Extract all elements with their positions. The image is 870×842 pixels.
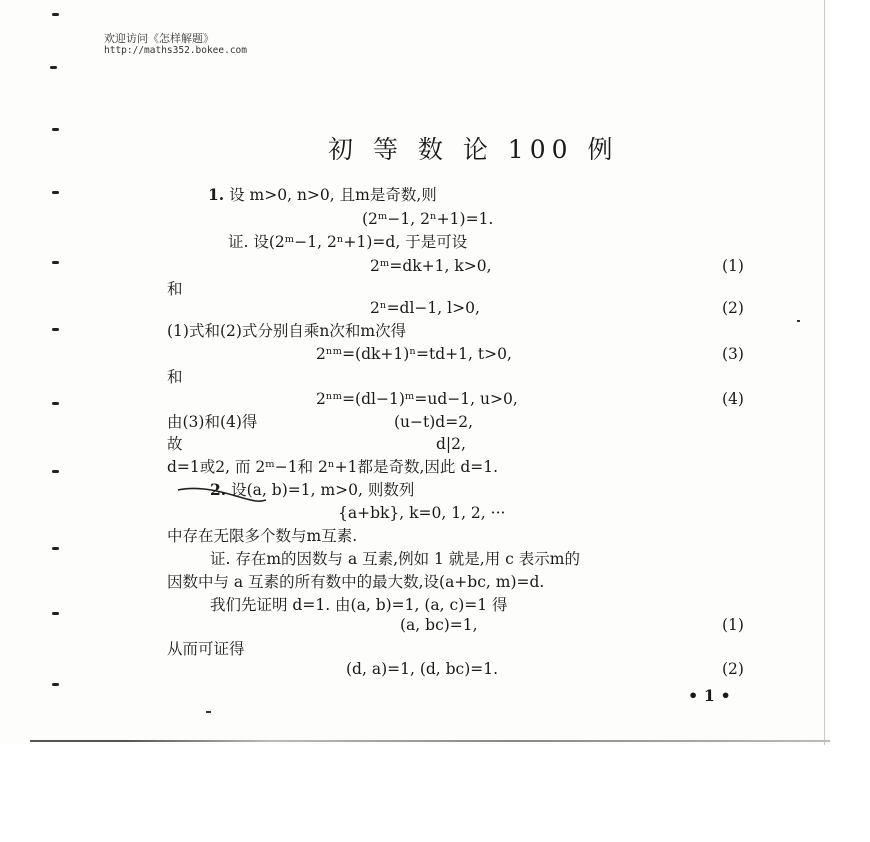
problem-number: 2.: [210, 480, 227, 499]
binding-mark: [52, 402, 59, 405]
binding-mark: [52, 470, 59, 473]
equation: (2ᵐ−1, 2ⁿ+1)=1.: [362, 210, 494, 228]
text-line: 和: [167, 368, 183, 386]
equation: (u−t)d=2,: [394, 413, 473, 431]
proof-line: 我们先证明 d=1. 由(a, b)=1, (a, c)=1 得: [210, 596, 508, 614]
equation-number: (2): [722, 299, 744, 317]
text-line: d=1或2, 而 2ᵐ−1和 2ⁿ+1都是奇数,因此 d=1.: [167, 458, 499, 476]
site-header: [104, 33, 247, 57]
equation-number: (3): [722, 345, 744, 363]
equation-number: (2): [722, 660, 744, 678]
equation: d|2,: [436, 435, 466, 453]
site-url: http://maths352.bokee.com: [104, 45, 247, 56]
binding-mark: [52, 191, 59, 194]
problem-2-statement: [210, 481, 414, 499]
equation: 2ⁿ=dl−1, l>0,: [370, 299, 480, 317]
page-title: 初 等 数 论 100 例: [328, 135, 619, 164]
binding-mark: [52, 13, 59, 16]
equation-number: (1): [722, 616, 744, 634]
proof-line: 证. 存在m的因数与 a 互素,例如 1 就是,用 c 表示m的: [210, 550, 580, 568]
proof-line: 因数中与 a 互素的所有数中的最大数,设(a+bc, m)=d.: [167, 573, 545, 591]
text-line: 和: [167, 280, 183, 298]
equation: (d, a)=1, (d, bc)=1.: [346, 660, 499, 678]
equation: 2ᵐ=dk+1, k>0,: [370, 257, 492, 275]
problem-number: 1.: [208, 185, 225, 204]
equation: (a, bc)=1,: [400, 616, 478, 634]
problem-text: 设 m>0, n>0, 且m是奇数,则: [229, 186, 437, 204]
equation: 2ⁿᵐ=(dl−1)ᵐ=ud−1, u>0,: [316, 390, 518, 408]
text-line: (1)式和(2)式分别自乘n次和m次得: [167, 322, 407, 340]
binding-mark: [52, 328, 59, 331]
equation: {a+bk}, k=0, 1, 2, ···: [338, 504, 506, 522]
binding-mark: [52, 547, 59, 550]
binding-mark: [52, 128, 59, 131]
binding-mark: [50, 66, 57, 69]
text-line: 从而可证得: [167, 640, 245, 658]
page-right-edge: [824, 0, 825, 745]
text-line: 故: [167, 435, 183, 453]
scan-speck: [206, 711, 211, 713]
page-bottom-edge: [30, 740, 830, 742]
equation-number: (4): [722, 390, 744, 408]
page-number: • 1 •: [688, 686, 731, 705]
equation-number: (1): [722, 257, 744, 275]
problem-text: 设(a, b)=1, m>0, 则数列: [231, 481, 415, 499]
text-line: 中存在无限多个数与m互素.: [167, 527, 358, 545]
binding-mark: [52, 683, 59, 686]
site-name: 欢迎访问《怎样解题》: [104, 32, 214, 45]
scan-speck: [797, 320, 800, 322]
equation: 2ⁿᵐ=(dk+1)ⁿ=td+1, t>0,: [316, 345, 512, 363]
problem-1-statement: [208, 186, 437, 204]
binding-mark: [52, 612, 59, 615]
text-line: 由(3)和(4)得: [167, 413, 258, 431]
proof-line: 证. 设(2ᵐ−1, 2ⁿ+1)=d, 于是可设: [228, 233, 468, 251]
binding-mark: [52, 261, 59, 264]
